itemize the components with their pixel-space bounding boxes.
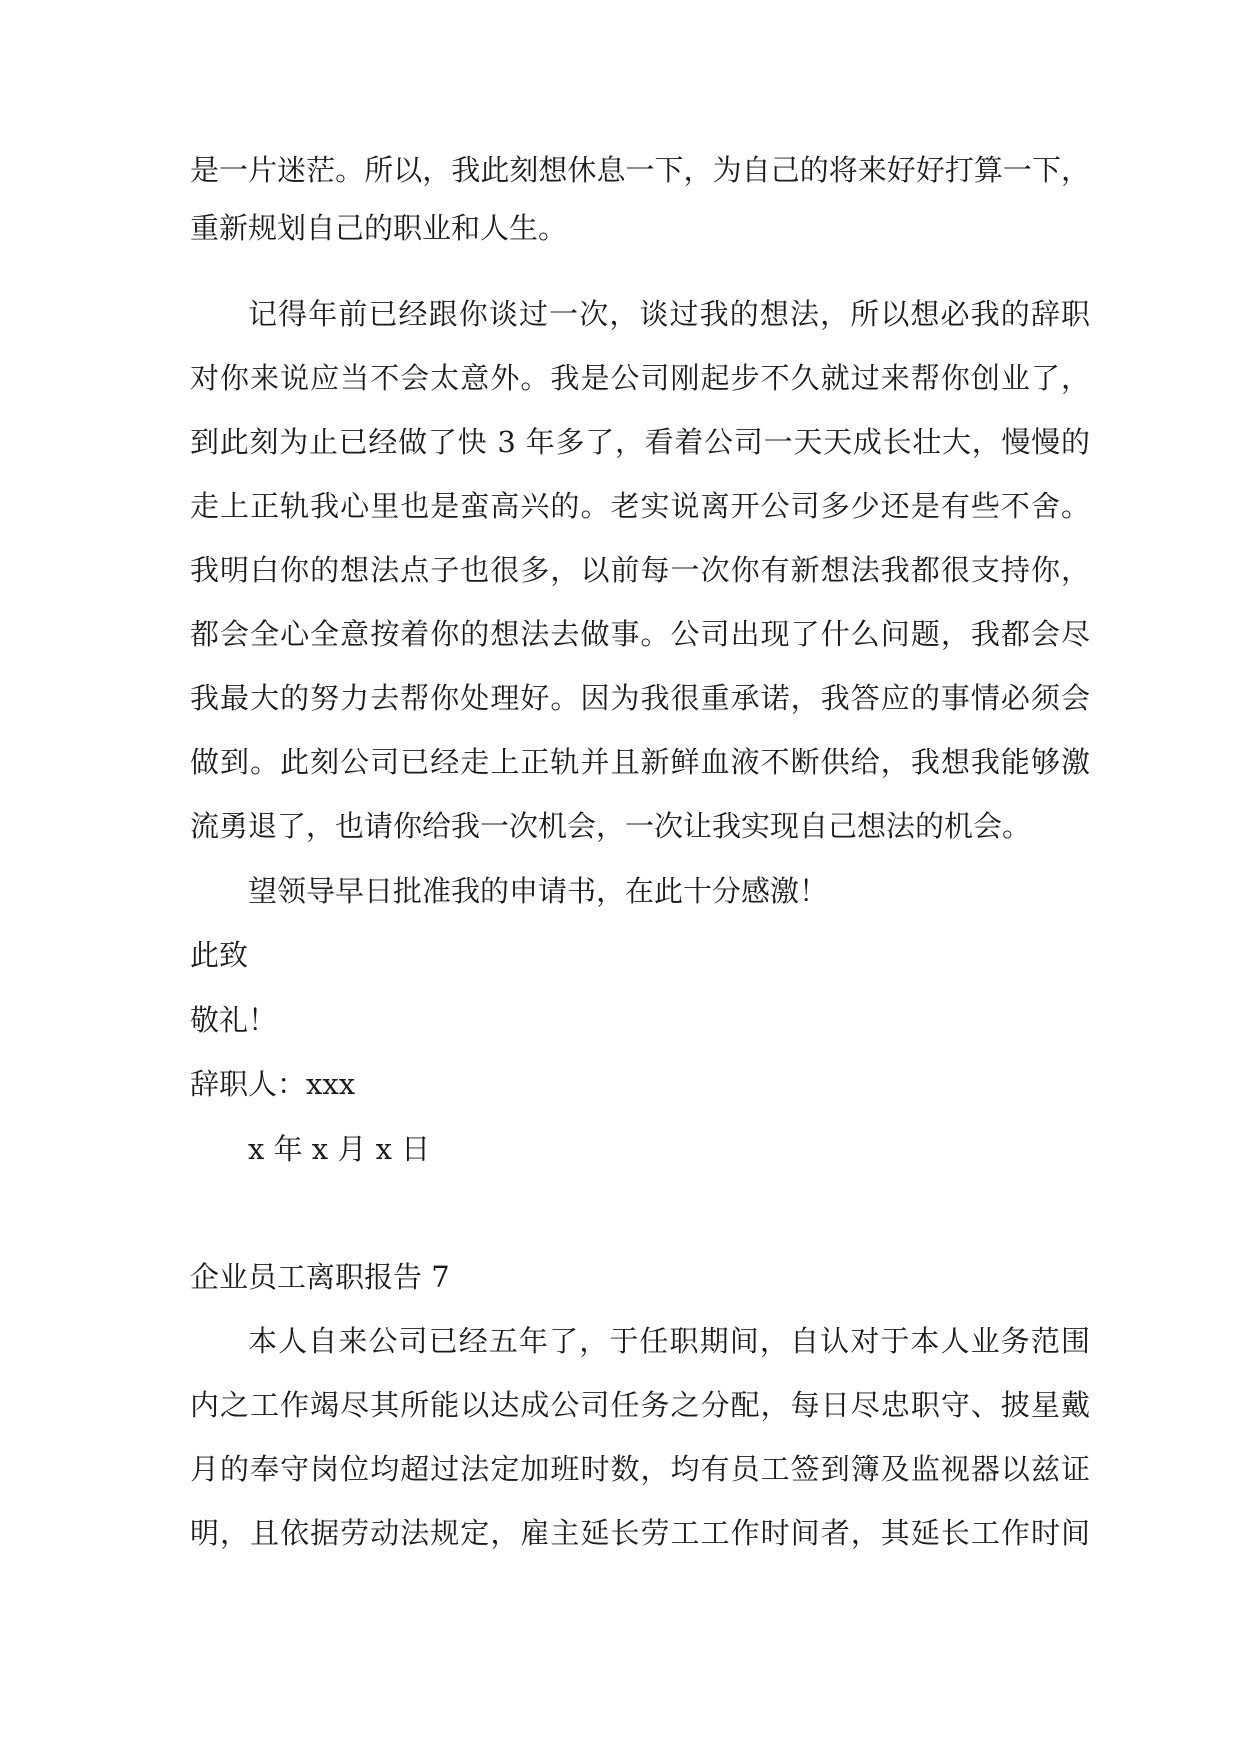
paragraph-line: 到此刻为止已经做了快 3 年多了，看着公司一天天成长壮大，慢慢的: [190, 425, 1090, 459]
paragraph-line: 我明白你的想法点子也很多，以前每一次你有新想法我都很支持你，: [190, 553, 1090, 587]
paragraph-line: 本人自来公司已经五年了，于任职期间，自认对于本人业务范围: [248, 1324, 1090, 1358]
date-line: x 年 x 月 x 日: [248, 1132, 431, 1166]
section-title: 企业员工离职报告 7: [190, 1260, 450, 1294]
paragraph-line: 我最大的努力去帮你处理好。因为我很重承诺，我答应的事情必须会: [190, 681, 1090, 715]
paragraph-line: 都会全心全意按着你的想法去做事。公司出现了什么问题，我都会尽: [190, 617, 1090, 651]
paragraph-line: 重新规划自己的职业和人生。: [190, 211, 568, 245]
paragraph-line: 对你来说应当不会太意外。我是公司刚起步不久就过来帮你创业了，: [190, 361, 1090, 395]
paragraph-line: 记得年前已经跟你谈过一次，谈过我的想法，所以想必我的辞职: [248, 297, 1090, 331]
paragraph-line: 明，且依据劳动法规定，雇主延长劳工工作时间者，其延长工作时间: [190, 1516, 1090, 1550]
salutation-line: 此致: [190, 938, 249, 972]
salutation-line: 敬礼！: [190, 1003, 278, 1037]
closing-line: 望领导早日批准我的申请书，在此十分感激！: [248, 874, 829, 908]
signature-line: 辞职人：xxx: [190, 1067, 356, 1101]
paragraph-line: 是一片迷茫。所以，我此刻想休息一下，为自己的将来好好打算一下，: [190, 153, 1090, 187]
paragraph-line: 内之工作竭尽其所能以达成公司任务之分配，每日尽忠职守、披星戴: [190, 1388, 1090, 1422]
paragraph-line: 月的奉守岗位均超过法定加班时数，均有员工签到簿及监视器以兹证: [190, 1452, 1090, 1486]
paragraph-line: 走上正轨我心里也是蛮高兴的。老实说离开公司多少还是有些不舍。: [190, 489, 1090, 523]
paragraph-line: 做到。此刻公司已经走上正轨并且新鲜血液不断供给，我想我能够激: [190, 745, 1090, 779]
paragraph-line: 流勇退了，也请你给我一次机会，一次让我实现自己想法的机会。: [190, 809, 1032, 843]
